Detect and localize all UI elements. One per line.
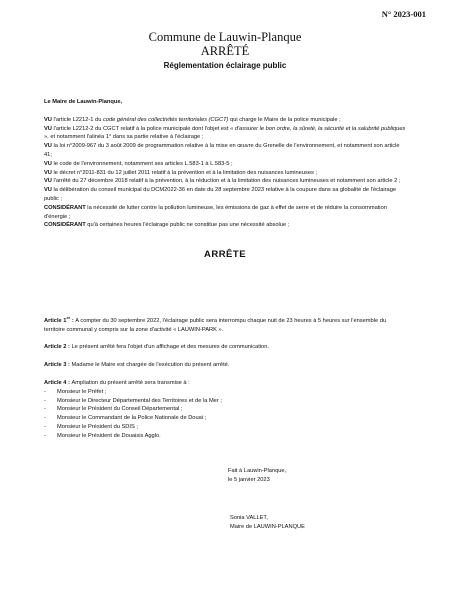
visa-text: la loi n°2009-967 du 3 août 2009 de programmation relative à la mise en œuvre du Grenelle de l'environnement, et notamment son article 41; xyxy=(44,143,400,158)
visa-text: qu'à certaines heures l'éclairage public ne constitue pas une nécessité absolue ; xyxy=(85,222,290,229)
visa-item xyxy=(44,169,408,178)
document-subject: Réglementation éclairage public xyxy=(163,61,287,70)
article-list xyxy=(44,314,408,388)
article-separator: : xyxy=(66,380,72,387)
recipient-item: - Monsieur le Président du SDIS ; xyxy=(44,423,408,432)
articles-section xyxy=(44,314,408,441)
signoff-place: Fait à Lauwin-Planque, xyxy=(228,468,287,474)
signoff-block xyxy=(228,467,286,485)
article-item xyxy=(44,343,408,352)
visa-item xyxy=(44,116,408,125)
article-text: Le présent arrêté fera l'objet d'un affichage et des mesures de communication. xyxy=(71,344,269,351)
visa-item xyxy=(44,125,408,143)
visa-item xyxy=(44,221,408,230)
visa-lead: VU xyxy=(44,125,52,132)
visa-item xyxy=(44,160,408,169)
visa-text-italic: d'assurer le bon ordre, la sûreté, la sécurité et la salubrité publiques xyxy=(234,125,406,132)
signer-name: Sonia VALLET, xyxy=(230,515,268,521)
document-header xyxy=(0,30,450,72)
article-separator: : xyxy=(66,344,72,351)
article-label: Article 1 xyxy=(44,317,67,324)
visa-text-end: qui charge le Maire de la police municipale ; xyxy=(228,116,341,123)
commune-name: Commune de Lauwin-Planque xyxy=(148,30,302,44)
visa-text: le code de l'environnement, notamment ses articles L.583-1 à L.583-5 ; xyxy=(51,160,233,167)
article-ordinal: er xyxy=(66,315,71,320)
salutation: Le Maire de Lauwin-Planque, xyxy=(44,99,123,105)
visa-lead: VU xyxy=(44,116,52,123)
recipient-item: - Monsieur le Président de Douaisis Agglo. xyxy=(44,432,408,441)
recipient-item: - Monsieur le Préfet ; xyxy=(44,388,408,397)
signature-block xyxy=(230,514,305,532)
document-title: ARRÊTÉ xyxy=(200,44,250,58)
signoff-date: le 5 janvier 2023 xyxy=(228,476,270,483)
article-text: Ampliation du présent arrêté sera transmise à : xyxy=(71,380,190,387)
recipient-list xyxy=(44,388,408,441)
article-label: Article 3 xyxy=(44,362,67,369)
visa-item xyxy=(44,186,408,204)
article-label: Article 4 xyxy=(44,380,67,387)
decree-heading: ARRÊTE xyxy=(203,249,247,260)
visa-text: l'article L2212-2 du CGCT relatif à la police municipale dont l'objet est « xyxy=(51,125,235,132)
recipient-item: - Monsieur le Président du Conseil Départemental ; xyxy=(44,405,408,414)
recipient-item: - Monsieur le Directeur Départemental des Territoires et de la Mer ; xyxy=(44,397,408,406)
visa-text: l'article L2212-1 du xyxy=(51,116,103,123)
visa-item xyxy=(44,142,408,160)
article-text: A compter du 30 septembre 2022, l'éclairage public sera interrompu chaque nuit de 23 heures à 5 heures sur l'ensemble du territoire communal y compris sur la zone d'activité « LAUWIN-PARK ». xyxy=(44,317,387,333)
visa-text-italic: code général des collectivités territoriales (CGCT) xyxy=(102,116,229,123)
preamble xyxy=(44,98,408,230)
article-item xyxy=(44,314,408,334)
article-separator: : xyxy=(70,317,76,324)
article-text: Madame le Maire est chargée de l'exécution du présent arrêté. xyxy=(71,362,230,369)
visa-item xyxy=(44,204,408,222)
visa-lead: CONSIDÉRANT xyxy=(44,222,86,229)
recipient-item: - Monsieur le Commandant de la Police Nationale de Douai ; xyxy=(44,414,408,423)
visa-lead: VU xyxy=(44,169,52,176)
visa-text: le décret n°2011-831 du 12 juillet 2011 relatif à la prévention et à la limitation des nuisances lumineuses ; xyxy=(51,169,318,176)
visa-lead: CONSIDÉRANT xyxy=(44,204,86,211)
visa-text: la délibération du conseil municipal du DCM2022-36 en date du 28 septembre 2023 relative à la coupure dans sa globalité de l'éclairage public ; xyxy=(44,187,397,202)
visa-lead: VU xyxy=(44,178,52,185)
visa-item xyxy=(44,177,408,186)
visa-lead: VU xyxy=(44,143,52,150)
article-item xyxy=(44,379,408,388)
signer-role: Maire de LAUWIN-PLANQUE xyxy=(230,523,305,530)
article-item xyxy=(44,361,408,370)
article-separator: : xyxy=(66,362,72,369)
visa-text: la nécessité de lutter contre la pollution lumineuse, les émissions de gaz à effet de serre et de réduire la consommation d'énergie ; xyxy=(44,204,387,220)
visa-lead: VU xyxy=(44,187,52,194)
document-number: N° 2023-001 xyxy=(381,9,426,19)
article-label: Article 2 xyxy=(44,344,67,351)
visa-list xyxy=(44,116,408,230)
visa-text-end: », et notamment l'alinéa 1° dans sa partie relative à l'éclairage ; xyxy=(44,134,204,141)
visa-text: l'arrêté du 27 décembre 2018 relatif à la prévention, à la réduction et à la limitation des nuisances lumineuses et notamment son article 2 ; xyxy=(51,178,401,185)
visa-lead: VU xyxy=(44,160,52,167)
